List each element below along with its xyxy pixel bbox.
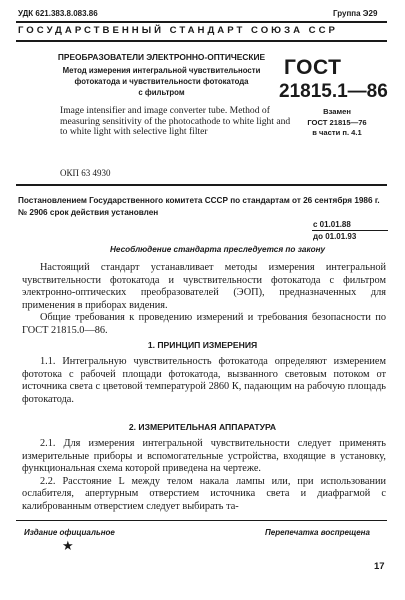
intro-section xyxy=(22,262,386,338)
standard-subtitle-line-3: с фильтром xyxy=(138,88,185,97)
okp-code: ОКП 63 4930 xyxy=(60,168,111,178)
approval-text: Постановлением Государственного комитета СССР по стандартам от 26 сентября 1986 г. № 2906 срок действия установлен xyxy=(18,196,380,217)
footer-rule xyxy=(16,520,387,521)
page-number: 17 xyxy=(374,561,385,572)
section-2-heading: 2. ИЗМЕРИТЕЛЬНАЯ АППАРАТУРА xyxy=(128,422,277,432)
validity-from: с 01.01.88 xyxy=(313,220,351,229)
english-title: Image intensifier and image converter tube. Method of measuring sensitivity of the photocathode to white light and to white light with selective light filter xyxy=(60,105,291,137)
replaces-value: ГОСТ 21815—76 xyxy=(307,117,367,127)
paragraph-2-2: 2.2. Расстояние L между телом накала лампы или, при использовании ослабителя, апертурным отверстием источника света и диафрагмой с калиброванным отверстием следует выбирать та- xyxy=(22,475,386,512)
paragraph-1-1: 1.1. Интегральную чувствительность фотокатода определяют измерением фототока с рабочей площади фотокатода, вызванного световым потоком от источника света с цветовой температурой 2860 К, падающим на рабочую площадь фотокатода. xyxy=(22,356,386,405)
validity-to: до 01.01.93 xyxy=(313,232,357,241)
section-1-heading: 1. ПРИНЦИП ИЗМЕРЕНИЯ xyxy=(147,340,258,350)
validity-divider xyxy=(312,230,388,231)
standard-banner: ГОСУДАРСТВЕННЫЙ СТАНДАРТ СОЮЗА ССР xyxy=(18,25,338,36)
replaces-part: в части п. 4.1 xyxy=(312,128,362,137)
intro-paragraph-1: Настоящий стандарт устанавливает методы измерения интегральной чувствительности фотокатода и чувствительности фотокатода с фильтром электронно-оптических преобразователей (ЭОП), предназначенных для применения в приборах видения. xyxy=(22,262,386,311)
banner-rule xyxy=(16,40,387,42)
legal-notice: Несоблюдение стандарта преследуется по закону xyxy=(110,245,326,254)
section-1-body xyxy=(22,356,386,406)
reprint-prohibited-label: Перепечатка воспрещена xyxy=(265,528,370,537)
section-2-body xyxy=(22,438,386,514)
gost-label: ГОСТ xyxy=(284,56,342,79)
star-icon: ★ xyxy=(62,538,74,553)
official-edition-label: Издание официальное xyxy=(24,528,115,537)
standard-subtitle-line-1: Метод измерения интегральной чувствительности xyxy=(62,66,261,75)
group-code: Группа Э29 xyxy=(333,9,378,18)
standard-title-block xyxy=(54,52,269,98)
intro-paragraph-2: Общие требования к проведению измерений и требования безопасности по ГОСТ 21815.0—86. xyxy=(22,312,386,336)
header-bottom-rule xyxy=(16,184,387,186)
replaces-block xyxy=(282,107,392,139)
top-rule xyxy=(16,21,387,23)
standard-subtitle-line-2: фотокатода и чувствительности фотокатода xyxy=(74,77,249,86)
gost-number: 21815.1—86 xyxy=(279,81,388,102)
udk-code: УДК 621.383.8.083.86 xyxy=(18,9,98,18)
paragraph-2-1: 2.1. Для измерения интегральной чувствительности следует применять измерительные приборы и вспомогательные устройства, входящие в установку, функциональная схема которой приведена на чертеже. xyxy=(22,438,386,475)
replaces-label: Взамен xyxy=(323,107,351,116)
standard-title: ПРЕОБРАЗОВАТЕЛИ ЭЛЕКТРОННО-ОПТИЧЕСКИЕ xyxy=(57,52,266,62)
